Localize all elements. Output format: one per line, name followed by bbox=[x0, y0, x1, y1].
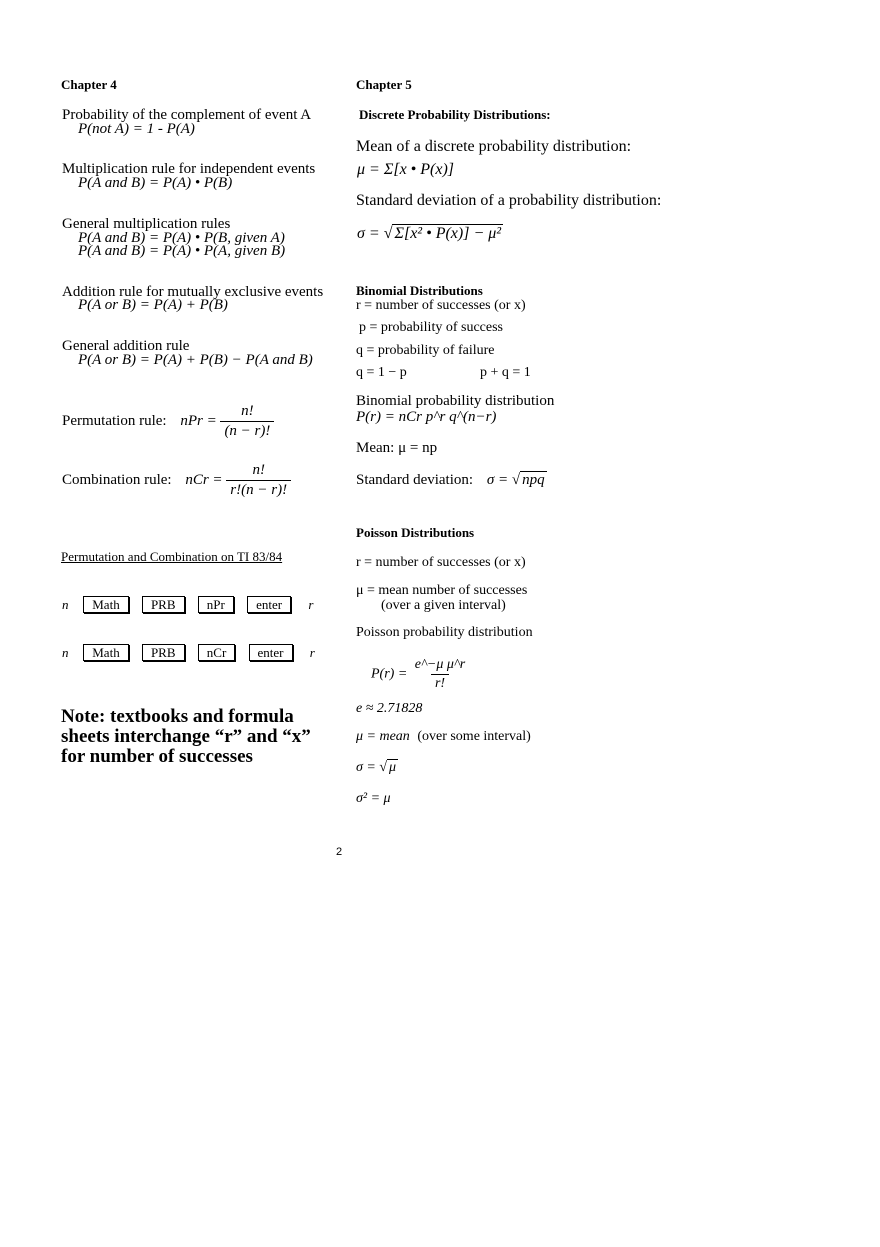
sd-title: Standard deviation of a probability distribution: bbox=[356, 192, 662, 209]
binomial-sd-label: Standard deviation: bbox=[356, 472, 474, 488]
add-exclusive-title: Addition rule for mutually exclusive events bbox=[62, 284, 324, 300]
key-enter: enter bbox=[247, 596, 291, 613]
chapter-5-heading: Chapter 5 bbox=[356, 77, 412, 92]
sd-radicand: Σ[x² • P(x)] − μ² bbox=[394, 225, 502, 242]
key-math: Math bbox=[83, 596, 128, 613]
mean-title: Mean of a discrete probability distribution: bbox=[356, 138, 632, 155]
mult-indep-formula: P(A and B) = P(A) • P(B) bbox=[78, 175, 233, 191]
binomial-q-def: q = probability of failure bbox=[356, 343, 495, 358]
poisson-mu-mean-formula: μ = mean bbox=[356, 729, 410, 744]
binomial-r-def: r = number of successes (or x) bbox=[356, 298, 526, 313]
sqrt-icon: √ bbox=[383, 225, 393, 242]
sqrt-icon: √ bbox=[511, 472, 521, 488]
calc-row1-r: r bbox=[308, 597, 314, 612]
permutation-denominator: (n − r)! bbox=[220, 421, 274, 440]
permutation-numerator: n! bbox=[241, 403, 254, 419]
combination-fraction bbox=[226, 462, 291, 499]
poisson-dist-formula bbox=[371, 657, 469, 692]
add-general-formula: P(A or B) = P(A) + P(B) − P(A and B) bbox=[78, 352, 313, 368]
poisson-variance: σ² = μ bbox=[356, 791, 391, 806]
add-general-title: General addition rule bbox=[62, 338, 190, 354]
key-prb: PRB bbox=[142, 596, 185, 613]
poisson-sigma-lhs: σ = bbox=[356, 760, 376, 775]
key-ncr: nCr bbox=[198, 644, 236, 661]
poisson-dist-lhs: P(r) = bbox=[371, 666, 408, 682]
poisson-mu-def-2: (over a given interval) bbox=[381, 598, 506, 613]
key-enter: enter bbox=[249, 644, 293, 661]
mult-general-title: General multiplication rules bbox=[62, 216, 231, 232]
poisson-sigma-radicand: μ bbox=[389, 760, 397, 775]
discrete-heading: Discrete Probability Distributions: bbox=[359, 107, 551, 122]
page-number: 2 bbox=[336, 846, 343, 858]
calculator-heading: Permutation and Combination on TI 83/84 bbox=[61, 549, 283, 564]
poisson-denominator: r! bbox=[431, 674, 449, 692]
binomial-mean: Mean: μ = np bbox=[356, 440, 438, 456]
poisson-fraction bbox=[411, 657, 469, 692]
combination-numerator: n! bbox=[252, 462, 265, 478]
combination-lhs: nCr = bbox=[185, 471, 223, 488]
complement-title: Probability of the complement of event A bbox=[62, 107, 312, 123]
poisson-sigma bbox=[356, 760, 398, 776]
poisson-numerator: e^−μ μ^r bbox=[414, 657, 466, 672]
add-exclusive-formula: P(A or B) = P(A) + P(B) bbox=[78, 297, 228, 313]
binomial-pq-eq: p + q = 1 bbox=[480, 365, 531, 380]
mult-indep-title: Multiplication rule for independent events bbox=[62, 161, 316, 177]
permutation-rule bbox=[62, 403, 274, 440]
combination-denominator: r!(n − r)! bbox=[226, 480, 291, 499]
binomial-dist-formula: P(r) = nCr p^r q^(n−r) bbox=[356, 409, 497, 425]
poisson-mu-mean-note: (over some interval) bbox=[417, 729, 531, 744]
calc-row1-n: n bbox=[62, 597, 69, 612]
chapter-4-heading: Chapter 4 bbox=[61, 77, 117, 92]
binomial-p-def: p = probability of success bbox=[359, 320, 503, 335]
calc-row2-r: r bbox=[309, 645, 315, 660]
permutation-fraction bbox=[220, 403, 274, 440]
combination-label: Combination rule: bbox=[62, 471, 172, 488]
permutation-lhs: nPr = bbox=[180, 412, 217, 429]
mult-general-formula-2: P(A and B) = P(A) • P(A, given B) bbox=[78, 243, 286, 259]
sqrt-icon: √ bbox=[379, 760, 388, 775]
poisson-heading: Poisson Distributions bbox=[356, 525, 475, 540]
poisson-e-value: e ≈ 2.71828 bbox=[356, 701, 423, 716]
key-npr: nPr bbox=[198, 596, 234, 613]
binomial-sd bbox=[356, 472, 547, 489]
calculator-row-ncr bbox=[62, 644, 315, 661]
sd-lhs: σ = bbox=[357, 225, 380, 242]
poisson-r-def: r = number of successes (or x) bbox=[356, 555, 526, 570]
permutation-label: Permutation rule: bbox=[62, 412, 167, 429]
poisson-mu-def: μ = mean number of successes bbox=[356, 583, 528, 598]
calculator-row-npr bbox=[62, 596, 313, 613]
key-math: Math bbox=[83, 644, 128, 661]
poisson-dist-title: Poisson probability distribution bbox=[356, 625, 533, 640]
binomial-sd-radicand: npq bbox=[522, 472, 545, 488]
poisson-mu-mean bbox=[356, 729, 531, 745]
combination-rule bbox=[62, 462, 291, 499]
note: Note: textbooks and formula sheets interchange “r” and “x” for number of successes bbox=[61, 706, 311, 767]
complement-formula: P(not A) = 1 - P(A) bbox=[78, 121, 195, 137]
binomial-sd-lhs: σ = bbox=[486, 472, 509, 488]
binomial-dist-title: Binomial probability distribution bbox=[356, 393, 555, 409]
binomial-q-eq: q = 1 − p bbox=[356, 365, 407, 380]
mult-general-formula-1: P(A and B) = P(A) • P(B, given A) bbox=[78, 230, 285, 246]
sd-formula bbox=[357, 225, 503, 243]
mean-formula: μ = Σ[x • P(x)] bbox=[357, 161, 455, 178]
binomial-heading: Binomial Distributions bbox=[356, 283, 483, 298]
key-prb: PRB bbox=[142, 644, 185, 661]
calc-row2-n: n bbox=[62, 645, 69, 660]
